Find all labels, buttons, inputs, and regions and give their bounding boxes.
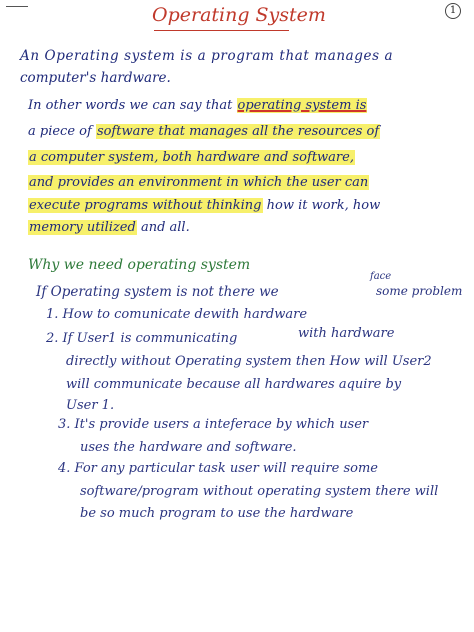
why-line-1-end: some problem [376,284,463,298]
intro-line-7 [28,198,380,214]
highlight-execute-programs: execute programs without thinking [29,198,262,213]
intro-line-5 [28,150,355,166]
why-item-3-line-2: uses the hardware and software. [80,440,297,455]
corner-line-mark [6,6,28,7]
page-number-circle: 1 [445,3,461,19]
why-item-4-line-2: software/program without operating system there will [80,484,439,499]
intro-line-1: An Operating system is a program that manages a [20,48,394,64]
why-item-2-line-4: User 1. [66,398,115,413]
why-item-2-line-3: will communicate because all hardwares aquire by [66,377,402,392]
why-item-3-line-1: 3. It's provide users a inteferace by which user [58,417,369,432]
why-line-1-superscript: face [370,271,392,282]
why-item-1: 1. How to comunicate dewith hardware [46,307,308,322]
intro-line-2: computer's hardware. [20,70,171,86]
why-heading: Why we need operating system [28,257,251,273]
intro-line-3 [28,98,367,114]
highlight-computer-system: a computer system, both hardware and software, [29,150,354,165]
highlight-environment: and provides an environment in which the user can [29,175,369,190]
intro-line-4-text: a piece of [28,124,96,139]
why-line-1: If Operating system is not there we [36,284,279,300]
intro-line-6 [28,175,369,191]
page-title: Operating System [152,4,326,26]
title-underline [154,30,289,31]
why-item-2-line-2: directly without Operating system then How will User2 [66,354,432,369]
highlight-memory-utilized: memory utilized [29,220,136,235]
intro-line-3-text: In other words we can say that [28,98,237,113]
highlight-software-manages: software that manages all the resources of [96,124,380,139]
why-item-4-line-1: 4. For any particular task user will require some [58,461,378,476]
intro-line-4 [28,124,380,140]
why-item-2-line-1: 2. If User1 is communicating [46,331,238,346]
why-item-2-line-1b: with hardware [298,326,395,341]
intro-line-8 [28,220,190,236]
intro-line-8-rest: and all. [136,220,190,235]
intro-line-7-rest: how it work, how [262,198,381,213]
highlight-operating-system: operating system is [237,98,367,113]
why-item-4-line-3: be so much program to use the hardware [80,506,354,521]
